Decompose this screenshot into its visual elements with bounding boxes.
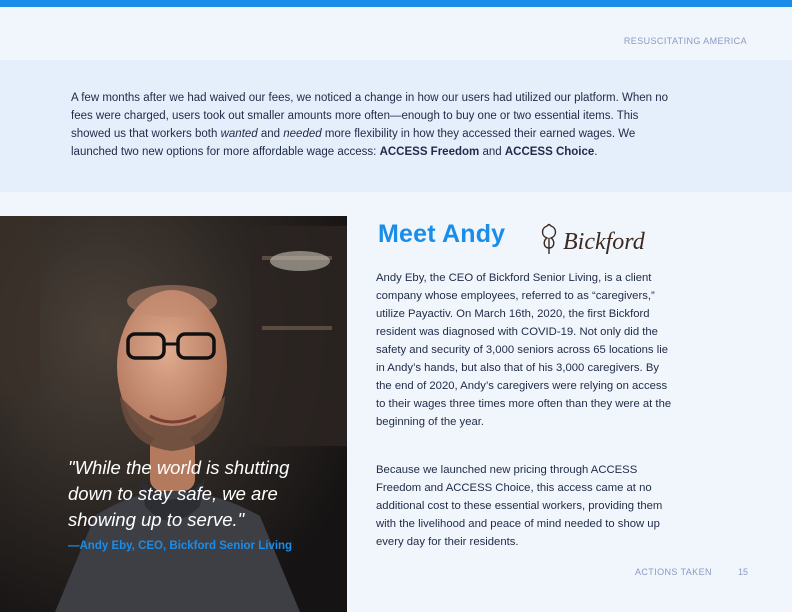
intro-emphasis-wanted: wanted (220, 128, 258, 140)
intro-text-2: and (257, 128, 284, 140)
page-number: 15 (738, 567, 749, 577)
pull-quote: "While the world is shutting down to stay safe, we are showing up to serve." (68, 457, 290, 530)
bickford-logo (537, 220, 652, 260)
andy-portrait-photo (0, 216, 347, 612)
background-wall (0, 216, 40, 396)
top-accent-bar (0, 0, 792, 7)
bickford-logo-wordmark: Bickford (563, 229, 645, 255)
andy-story-paragraph-2: Because we launched new pricing through ACCESS Freedom and ACCESS Choice, this access came at no additional cost to these essential workers, providing them with the livelihood and peace of mind needed to show up every day for their residents. (376, 464, 663, 548)
andy-story-paragraph-1: Andy Eby, the CEO of Bickford Senior Living, is a client company whose employees, referred to as “caregivers,” utilize Payactiv. On March 16th, 2020, the first Bickford resident was diagnosed with COVID-19. Not only did the safety and security of 3,000 seniors across 65 locations lie in Andy’s hands, but also that of his 3,000 caregivers. By the end of 2020, Andy’s caregivers were relying on access to their wages three times more often than they were at the beginning of the year. (376, 272, 672, 428)
shelf-board (262, 326, 332, 330)
quote-attribution: —Andy Eby, CEO, Bickford Senior Living (68, 540, 293, 552)
section-header-label: RESUSCITATING AMERICA (623, 36, 747, 46)
intro-text-5: . (594, 146, 598, 158)
intro-text-4: and (479, 146, 505, 158)
footer-section-label: ACTIONS TAKEN (635, 567, 712, 577)
shelf-ornament (270, 251, 330, 271)
intro-text-1: A few months after we had waived our fees, we noticed a change in how our users had utilized our platform. When no fees were charged, users took out smaller amounts more often—enough to buy one or two essential items. This showed us that workers both (71, 92, 669, 140)
intro-access-freedom: ACCESS Freedom (379, 146, 480, 158)
intro-emphasis-needed: needed (283, 128, 322, 140)
head-highlight (127, 285, 217, 317)
intro-text-3: more flexibility in how they accessed their earned wages. We launched two new options for more affordable wage access: (71, 128, 636, 158)
intro-access-choice: ACCESS Choice (504, 146, 595, 158)
section-title: Meet Andy (378, 220, 506, 248)
intro-paragraph (71, 89, 671, 161)
portrait-illustration (0, 216, 347, 612)
